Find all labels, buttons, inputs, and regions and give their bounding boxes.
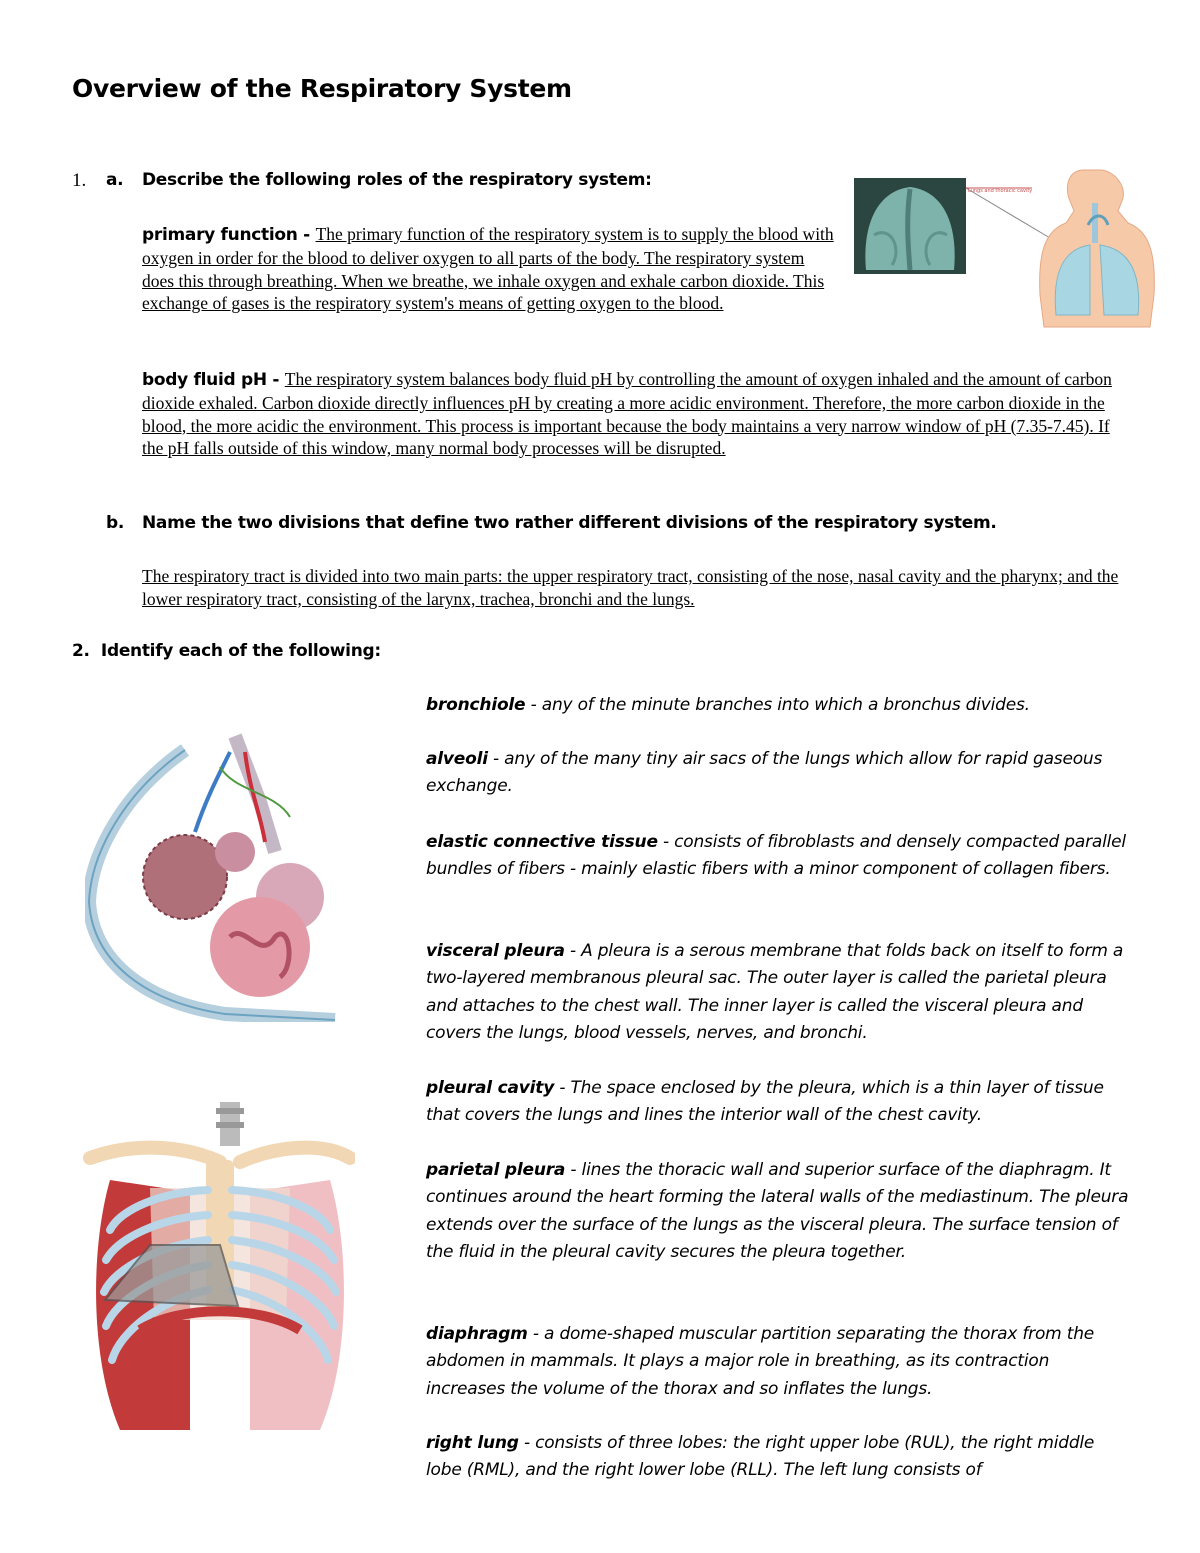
body-fluid-ph-label: body fluid pH - [142,370,285,390]
term-bronchiole [426,692,1126,719]
primary-function-text: The primary function of the respiratory system is to supply the blood with oxygen in order for the blood to deliver oxygen to all parts of the body. The respiratory system does this through breathing. When we breathe, we inhale oxygen and exhale carbon dioxide. This exchange of gases is the respiratory system's means of getting oxygen to the blood. [142,224,834,314]
term-definition: - any of the minute branches into which a bronchus divides. [525,695,1030,715]
page-title: Overview of the Respiratory System [72,74,572,103]
term-visceral-pleura [426,938,1136,1047]
term-label: parietal pleura [426,1160,566,1180]
body-fluid-ph-text: The respiratory system balances body fluid pH by controlling the amount of oxygen inhaled and the amount of carbon dioxide exhaled. Carbon dioxide directly influences pH by creating a more acidic environment. Therefore, the more carbon dioxide in the blood, the more acidic the environment. This process is important because the body maintains a very narrow window of pH (7.35-7.45). If the pH falls outside of this window, many normal body processes will be disrupted. [142,369,1112,459]
question-1a-letter: a. [106,170,124,190]
question-1-number: 1. [72,170,87,191]
term-definition: - any of the many tiny air sacs of the lungs which allow for rapid gaseous exchange. [426,749,1103,797]
term-definition: - lines the thoracic wall and superior surface of the diaphragm. It continues around the heart forming the lateral walls of the mediastinum. The pleura extends over the surface of the lungs as the visceral pleura. The surface tension of the fluid in the pleural cavity secures the pleura together. [426,1160,1129,1262]
term-definition: - consists of fibroblasts and densely compacted parallel bundles of fibers - mainly elastic fibers with a minor component of collagen fibers. [426,832,1126,880]
term-definition: - A pleura is a serous membrane that folds back on itself to form a two-layered membranous pleural sac. The outer layer is called the parietal pleura and attaches to the chest wall. The inner layer is called the visceral pleura and covers the lungs, blood vessels, nerves, and bronchi. [426,941,1124,1043]
term-label: diaphragm [426,1324,528,1344]
term-parietal-pleura [426,1157,1141,1266]
term-label: bronchiole [426,695,526,715]
divisions-text: The respiratory tract is divided into two main parts: the upper respiratory tract, consisting of the nose, nasal cavity and the pharynx; and the lower respiratory tract, consisting of the larynx, trachea, bronchi and the lungs. [142,566,1119,609]
term-definition: - consists of three lobes: the right upper lobe (RUL), the right middle lobe (RML), and the right lower lobe (RLL). The left lung consists of [426,1433,1095,1481]
term-definition: - The space enclosed by the pleura, which is a thin layer of tissue that covers the lungs and lines the interior wall of the chest cavity. [426,1078,1104,1126]
term-elastic-connective-tissue [426,829,1126,884]
primary-function-label: primary function - [142,225,316,245]
alveoli-illustration [85,722,350,1022]
rib-cage-illustration [80,1100,355,1435]
term-diaphragm [426,1321,1126,1403]
torso-lungs-illustration [1040,170,1155,327]
term-definition: - a dome-shaped muscular partition separating the thorax from the abdomen in mammals. It plays a major role in breathing, as its contraction increases the volume of the thorax and so inflates the lungs. [426,1324,1095,1399]
body-fluid-ph-answer [142,368,1132,460]
question-1b-letter: b. [106,513,125,533]
chest-xray-image [854,178,966,274]
question-1a-heading: Describe the following roles of the respiratory system: [142,170,652,190]
question-2-heading: 2. Identify each of the following: [72,641,381,661]
term-pleural-cavity [426,1075,1126,1130]
term-alveoli [426,746,1106,801]
term-label: pleural cavity [426,1078,555,1098]
respiratory-system-figure [852,165,1164,330]
term-label: elastic connective tissue [426,832,658,852]
primary-function-answer [142,223,836,315]
divisions-answer [142,565,1132,611]
term-label: right lung [426,1433,519,1453]
term-right-lung [426,1430,1126,1485]
question-1b-heading: Name the two divisions that define two rather different divisions of the respiratory system. [142,513,997,533]
term-label: alveoli [426,749,488,769]
figure-label: Lungs and thoracic cavity [968,188,1033,194]
term-label: visceral pleura [426,941,565,961]
